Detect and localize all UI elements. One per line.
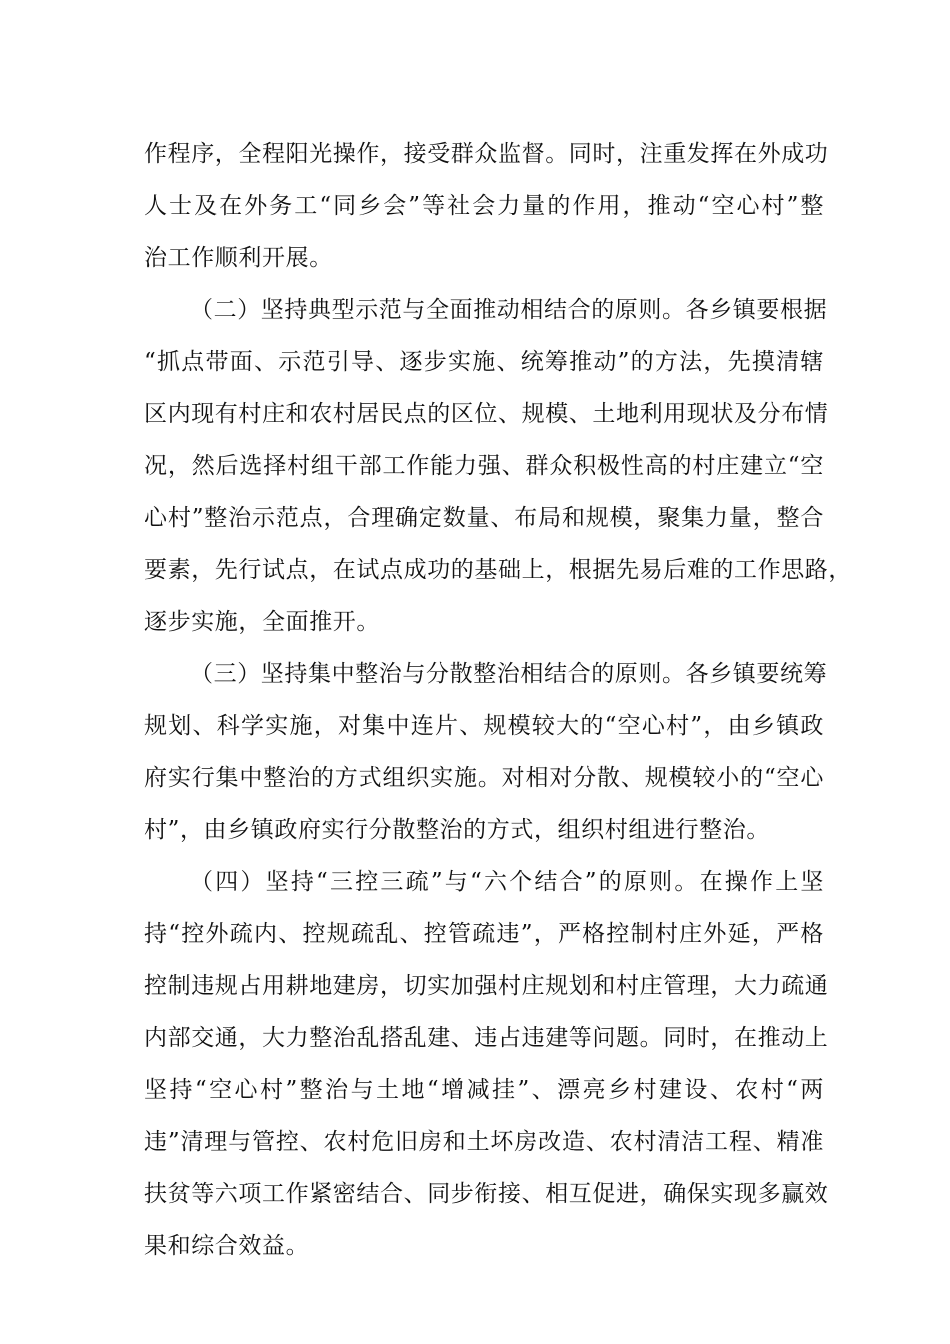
paragraph-principle-2: [144, 284, 852, 648]
text-line: （四）坚持“三控三疏”与“六个结合”的原则。在操作上坚: [190, 869, 824, 895]
paragraph-principle-4: [144, 856, 829, 1272]
text-line: 果和综合效益。: [144, 1233, 310, 1259]
text-line: 府实行集中整治的方式组织实施。对相对分散、规模较小的“空心: [144, 765, 824, 791]
text-line: 控制违规占用耕地建房，切实加强村庄规划和村庄管理，大力疏通: [144, 973, 829, 999]
text-line: 况，然后选择村组干部工作能力强、群众积极性高的村庄建立“空: [144, 453, 824, 479]
text-line: 持“控外疏内、控规疏乱、控管疏违”，严格控制村庄外延，严格: [144, 921, 824, 947]
paragraph-continuation: [144, 128, 829, 284]
text-line: 作程序，全程阳光操作，接受群众监督。同时，注重发挥在外成功: [144, 141, 829, 167]
text-line: 规划、科学实施，对集中连片、规模较大的“空心村”，由乡镇政: [144, 713, 824, 739]
text-line: 治工作顺利开展。: [144, 245, 333, 271]
text-line: “抓点带面、示范引导、逐步实施、统筹推动”的方法，先摸清辖: [144, 349, 824, 375]
paragraph-principle-3: [144, 648, 828, 856]
text-line: 违”清理与管控、农村危旧房和土坏房改造、农村清洁工程、精准: [144, 1129, 824, 1155]
text-line: 村”，由乡镇政府实行分散整治的方式，组织村组进行整治。: [144, 817, 770, 843]
document-body: [144, 128, 852, 1272]
text-line: 坚持“空心村”整治与土地“增减挂”、漂亮乡村建设、农村“两: [144, 1077, 824, 1103]
text-line: 内部交通，大力整治乱搭乱建、违占违建等问题。同时，在推动上: [144, 1025, 829, 1051]
text-line: 逐步实施，全面推开。: [144, 609, 380, 635]
text-line: （三）坚持集中整治与分散整治相结合的原则。各乡镇要统筹: [190, 661, 828, 687]
text-line: 要素，先行试点，在试点成功的基础上，根据先易后难的工作思路，: [144, 557, 852, 583]
text-line: 心村”整治示范点，合理确定数量、布局和规模，聚集力量，整合: [144, 505, 824, 531]
text-line: （二）坚持典型示范与全面推动相结合的原则。各乡镇要根据: [190, 297, 828, 323]
text-line: 人士及在外务工“同乡会”等社会力量的作用，推动“空心村”整: [144, 193, 824, 219]
text-line: 区内现有村庄和农村居民点的区位、规模、土地利用现状及分布情: [144, 401, 829, 427]
text-line: 扶贫等六项工作紧密结合、同步衔接、相互促进，确保实现多赢效: [144, 1181, 829, 1207]
